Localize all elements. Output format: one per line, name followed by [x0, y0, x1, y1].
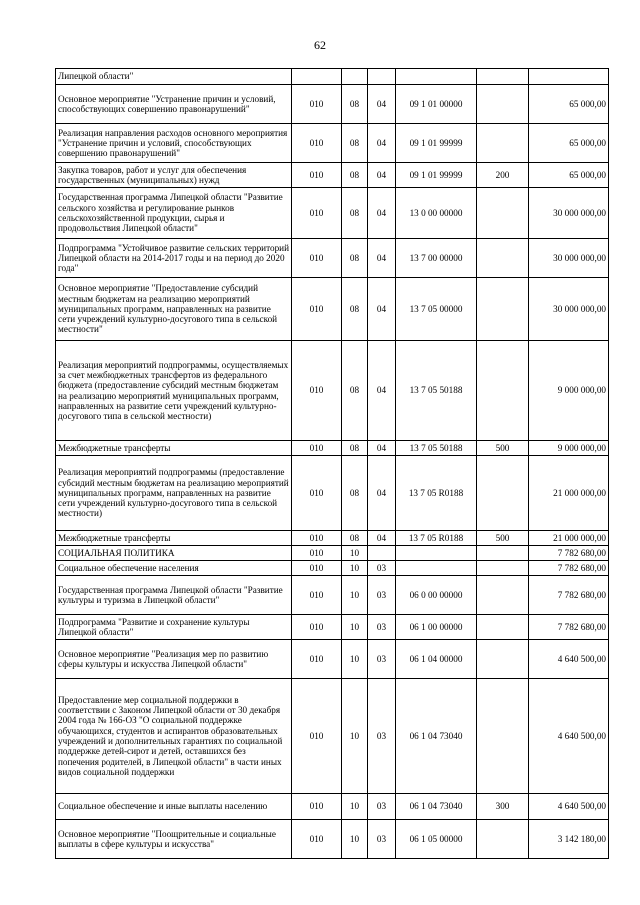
section-code-cell: 10	[342, 561, 368, 576]
section-code-cell: 08	[342, 239, 368, 278]
section-code-cell: 08	[342, 124, 368, 163]
section-code-cell: 10	[342, 576, 368, 615]
item-name-cell: Социальное обеспечение населения	[56, 561, 292, 576]
section-code-cell: 10	[342, 679, 368, 794]
table-row	[56, 163, 609, 188]
admin-code-cell: 010	[292, 794, 342, 820]
subsection-code-cell: 04	[368, 456, 396, 531]
subsection-code-cell: 03	[368, 561, 396, 576]
expense-type-code-cell: 500	[477, 441, 529, 456]
expense-type-code-cell	[477, 341, 529, 441]
subsection-code-cell: 04	[368, 278, 396, 341]
subsection-code-cell: 04	[368, 124, 396, 163]
table-row	[56, 820, 609, 859]
amount-cell: 9 000 000,00	[529, 441, 609, 456]
section-code-cell: 10	[342, 820, 368, 859]
table-row	[56, 188, 609, 239]
expense-type-code-cell	[477, 239, 529, 278]
expense-type-code-cell	[477, 69, 529, 85]
table-row	[56, 278, 609, 341]
subsection-code-cell: 04	[368, 441, 396, 456]
amount-cell	[529, 69, 609, 85]
target-code-cell: 09 1 01 99999	[396, 124, 477, 163]
table-row	[56, 546, 609, 561]
expense-type-code-cell	[477, 546, 529, 561]
section-code-cell: 08	[342, 278, 368, 341]
expense-type-code-cell	[477, 124, 529, 163]
table-row	[56, 576, 609, 615]
item-name-cell: Государственная программа Липецкой области "Развитие культуры и туризма в Липецкой области"	[56, 576, 292, 615]
amount-cell: 21 000 000,00	[529, 531, 609, 546]
subsection-code-cell: 04	[368, 163, 396, 188]
expense-type-code-cell	[477, 820, 529, 859]
amount-cell: 4 640 500,00	[529, 679, 609, 794]
admin-code-cell: 010	[292, 561, 342, 576]
section-code-cell: 08	[342, 441, 368, 456]
item-name-cell: Основное мероприятие "Устранение причин и условий, способствующих совершению правонарушений"	[56, 85, 292, 124]
table-row	[56, 441, 609, 456]
admin-code-cell: 010	[292, 456, 342, 531]
item-name-cell: Липецкой области"	[56, 69, 292, 85]
table-row	[56, 341, 609, 441]
expense-type-code-cell	[477, 188, 529, 239]
expense-type-code-cell	[477, 85, 529, 124]
amount-cell: 4 640 500,00	[529, 640, 609, 679]
amount-cell: 4 640 500,00	[529, 794, 609, 820]
subsection-code-cell: 03	[368, 679, 396, 794]
amount-cell: 30 000 000,00	[529, 188, 609, 239]
table-row	[56, 794, 609, 820]
subsection-code-cell: 03	[368, 640, 396, 679]
target-code-cell	[396, 546, 477, 561]
amount-cell: 3 142 180,00	[529, 820, 609, 859]
page-number: 62	[314, 38, 326, 52]
target-code-cell	[396, 69, 477, 85]
subsection-code-cell: 03	[368, 820, 396, 859]
amount-cell: 65 000,00	[529, 85, 609, 124]
target-code-cell: 06 1 04 00000	[396, 640, 477, 679]
amount-cell: 7 782 680,00	[529, 615, 609, 640]
admin-code-cell	[292, 69, 342, 85]
admin-code-cell: 010	[292, 615, 342, 640]
subsection-code-cell: 03	[368, 794, 396, 820]
section-code-cell: 08	[342, 456, 368, 531]
expense-type-code-cell	[477, 278, 529, 341]
admin-code-cell: 010	[292, 820, 342, 859]
table-row	[56, 85, 609, 124]
admin-code-cell: 010	[292, 640, 342, 679]
target-code-cell: 13 7 05 R0188	[396, 531, 477, 546]
section-code-cell	[342, 69, 368, 85]
subsection-code-cell: 03	[368, 576, 396, 615]
table-row	[56, 69, 609, 85]
target-code-cell: 09 1 01 00000	[396, 85, 477, 124]
table-row	[56, 640, 609, 679]
item-name-cell: Межбюджетные трансферты	[56, 441, 292, 456]
section-code-cell: 08	[342, 341, 368, 441]
admin-code-cell: 010	[292, 546, 342, 561]
table-row	[56, 615, 609, 640]
item-name-cell: Социальное обеспечение и иные выплаты населению	[56, 794, 292, 820]
admin-code-cell: 010	[292, 341, 342, 441]
amount-cell: 7 782 680,00	[529, 576, 609, 615]
table-row	[56, 679, 609, 794]
subsection-code-cell	[368, 69, 396, 85]
admin-code-cell: 010	[292, 441, 342, 456]
item-name-cell: Основное мероприятие "Реализация мер по развитию сферы культуры и искусства Липецкой области"	[56, 640, 292, 679]
subsection-code-cell: 04	[368, 341, 396, 441]
expense-type-code-cell	[477, 576, 529, 615]
target-code-cell: 13 0 00 00000	[396, 188, 477, 239]
amount-cell: 65 000,00	[529, 163, 609, 188]
amount-cell: 65 000,00	[529, 124, 609, 163]
table-row	[56, 561, 609, 576]
section-code-cell: 08	[342, 531, 368, 546]
table-row	[56, 531, 609, 546]
admin-code-cell: 010	[292, 679, 342, 794]
target-code-cell: 13 7 05 R0188	[396, 456, 477, 531]
table-row	[56, 456, 609, 531]
item-name-cell: Подпрограмма "Развитие и сохранение культуры Липецкой области"	[56, 615, 292, 640]
item-name-cell: Подпрограмма "Устойчивое развитие сельских территорий Липецкой области на 2014-2017 годы и на период до 2020 года"	[56, 239, 292, 278]
target-code-cell: 13 7 05 50188	[396, 341, 477, 441]
target-code-cell: 13 7 05 00000	[396, 278, 477, 341]
expense-type-code-cell	[477, 561, 529, 576]
expense-type-code-cell	[477, 640, 529, 679]
subsection-code-cell: 04	[368, 188, 396, 239]
target-code-cell: 06 1 00 00000	[396, 615, 477, 640]
section-code-cell: 10	[342, 794, 368, 820]
admin-code-cell: 010	[292, 163, 342, 188]
admin-code-cell: 010	[292, 278, 342, 341]
item-name-cell: Государственная программа Липецкой области "Развитие сельского хозяйства и регулирование рынков сельскохозяйственной продукции, сырья и продовольствия Липецкой области"	[56, 188, 292, 239]
expense-type-code-cell	[477, 456, 529, 531]
amount-cell: 7 782 680,00	[529, 561, 609, 576]
target-code-cell: 06 0 00 00000	[396, 576, 477, 615]
section-code-cell: 08	[342, 163, 368, 188]
amount-cell: 30 000 000,00	[529, 239, 609, 278]
expense-type-code-cell: 200	[477, 163, 529, 188]
item-name-cell: Предоставление мер социальной поддержки в соответствии с Законом Липецкой области от 30 декабря 2004 года № 166-ОЗ "О социальной поддержке обучающихся, студентов и аспирантов образовательных учреждений и дополнительных гарантиях по социальной поддержке детей-сирот и детей, оставшихся без попечения родителей, в Липецкой области" в части иных видов социальной поддержки	[56, 679, 292, 794]
item-name-cell: Основное мероприятие "Предоставление субсидий местным бюджетам на реализацию мероприятий муниципальных программ, направленных на развитие сети учреждений культурно-досугового типа в сельской местности"	[56, 278, 292, 341]
subsection-code-cell: 04	[368, 85, 396, 124]
item-name-cell: Реализация мероприятий подпрограммы, осуществляемых за счет межбюджетных трансфертов из федерального бюджета (предоставление субсидий местным бюджетам на реализацию мероприятий муниципальных программ, направленных на развитие сети учреждений культурно-досугового типа в сельской местности)	[56, 341, 292, 441]
item-name-cell: Основное мероприятие "Поощрительные и социальные выплаты в сфере культуры и искусства"	[56, 820, 292, 859]
admin-code-cell: 010	[292, 239, 342, 278]
subsection-code-cell: 03	[368, 615, 396, 640]
subsection-code-cell	[368, 546, 396, 561]
budget-table	[55, 68, 609, 859]
amount-cell: 7 782 680,00	[529, 546, 609, 561]
admin-code-cell: 010	[292, 188, 342, 239]
item-name-cell: Реализация мероприятий подпрограммы (предоставление субсидий местным бюджетам на реализацию мероприятий муниципальных программ, направленных на развитие сети учреждений культурно-досугового типа в сельской местности)	[56, 456, 292, 531]
target-code-cell: 13 7 05 50188	[396, 441, 477, 456]
section-code-cell: 10	[342, 615, 368, 640]
section-code-cell: 08	[342, 85, 368, 124]
item-name-cell: СОЦИАЛЬНАЯ ПОЛИТИКА	[56, 546, 292, 561]
amount-cell: 9 000 000,00	[529, 341, 609, 441]
expense-type-code-cell	[477, 615, 529, 640]
expense-type-code-cell: 300	[477, 794, 529, 820]
section-code-cell: 10	[342, 546, 368, 561]
target-code-cell	[396, 561, 477, 576]
admin-code-cell: 010	[292, 576, 342, 615]
admin-code-cell: 010	[292, 85, 342, 124]
target-code-cell: 06 1 05 00000	[396, 820, 477, 859]
target-code-cell: 06 1 04 73040	[396, 679, 477, 794]
target-code-cell: 13 7 00 00000	[396, 239, 477, 278]
admin-code-cell: 010	[292, 531, 342, 546]
amount-cell: 21 000 000,00	[529, 456, 609, 531]
item-name-cell: Закупка товаров, работ и услуг для обеспечения государственных (муниципальных) нужд	[56, 163, 292, 188]
section-code-cell: 10	[342, 640, 368, 679]
target-code-cell: 06 1 04 73040	[396, 794, 477, 820]
expense-type-code-cell: 500	[477, 531, 529, 546]
table-row	[56, 124, 609, 163]
subsection-code-cell: 04	[368, 531, 396, 546]
item-name-cell: Межбюджетные трансферты	[56, 531, 292, 546]
expense-type-code-cell	[477, 679, 529, 794]
table-row	[56, 239, 609, 278]
admin-code-cell: 010	[292, 124, 342, 163]
subsection-code-cell: 04	[368, 239, 396, 278]
target-code-cell: 09 1 01 99999	[396, 163, 477, 188]
section-code-cell: 08	[342, 188, 368, 239]
item-name-cell: Реализация направления расходов основного мероприятия "Устранение причин и условий, способствующих совершению правонарушений"	[56, 124, 292, 163]
amount-cell: 30 000 000,00	[529, 278, 609, 341]
